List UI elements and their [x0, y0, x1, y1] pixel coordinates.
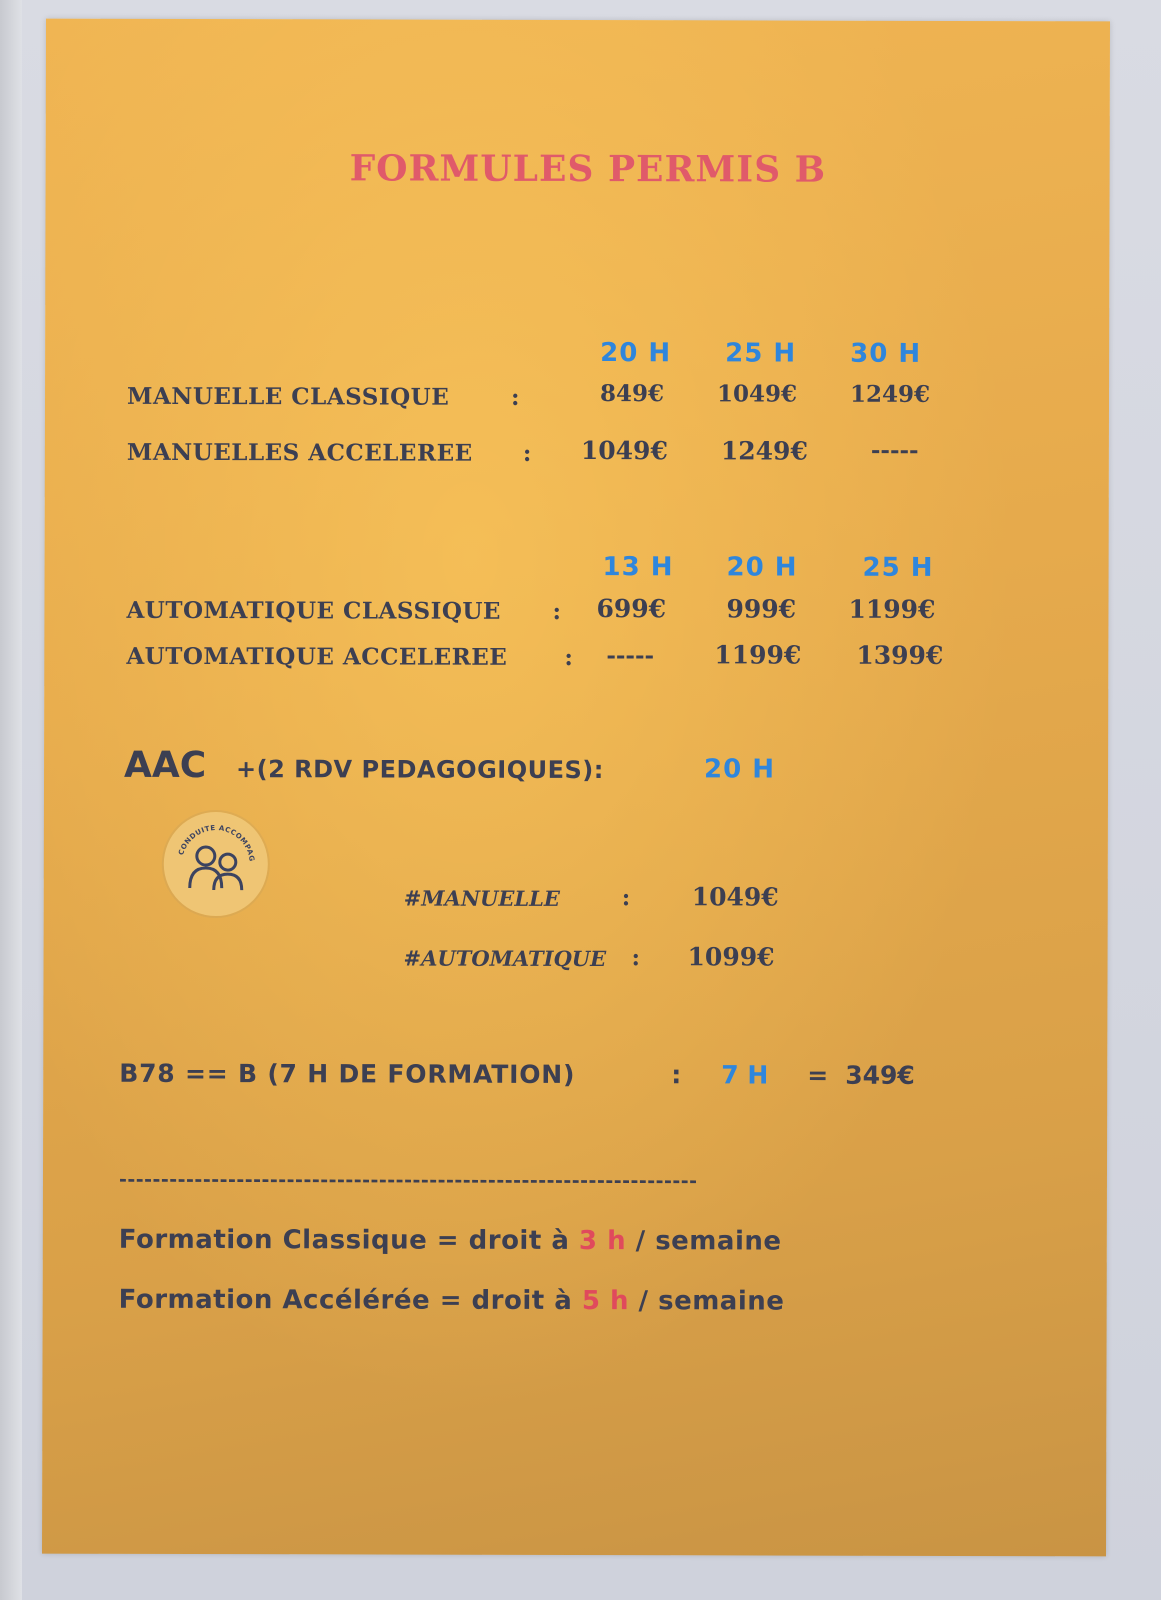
manuelle-hour-3: 30 H [850, 338, 922, 369]
note-unit: / semaine [635, 1226, 782, 1257]
automatique-hour-3: 25 H [862, 552, 934, 583]
b78-equals: = [807, 1060, 829, 1090]
price-cell: 1249€ [849, 380, 931, 408]
people-icon [164, 812, 268, 916]
note-acceleree [119, 1285, 785, 1317]
manuelle-hour-2: 25 H [725, 338, 797, 369]
b78-hours: 7 H [721, 1060, 769, 1090]
price-cell: 1199€ [848, 594, 936, 624]
aac-hours: 20 H [704, 754, 776, 785]
price-cell: 1249€ [720, 436, 808, 466]
automatique-hour-1: 13 H [602, 552, 674, 583]
row-separator: : [564, 643, 574, 671]
wall-background [0, 0, 22, 1600]
row-separator: : [552, 597, 562, 625]
note-classique [119, 1225, 782, 1257]
note-unit: / semaine [638, 1286, 785, 1317]
price-cell: ----- [606, 642, 655, 670]
note-hours: 3 h [578, 1226, 627, 1257]
aac-option-separator: : [631, 944, 641, 972]
svg-text:CONDUITE ACCOMPAGNÉE [164, 812, 256, 862]
conduite-accompagnee-badge [164, 812, 268, 916]
aac-title: AAC [124, 744, 207, 787]
manuelle-hour-1: 20 H [600, 338, 672, 369]
b78-label: B78 == B (7 H DE FORMATION) [119, 1058, 576, 1089]
price-cell: 699€ [596, 594, 667, 624]
aac-option-separator: : [621, 884, 631, 912]
aac-option-price: 1099€ [687, 942, 775, 972]
aac-option-label: #AUTOMATIQUE [403, 945, 607, 972]
price-cell: ----- [870, 436, 919, 464]
note-text: Formation Classique = droit à [118, 1224, 570, 1256]
aac-option-price: 1049€ [691, 882, 779, 912]
row-separator: : [510, 383, 521, 411]
page-title: FORMULES PERMIS B [349, 147, 827, 191]
dashed-divider: --------------------------------------------------------------------- [118, 1168, 698, 1193]
automatique-hour-2: 20 H [726, 552, 798, 583]
price-cell: 1049€ [580, 436, 668, 466]
row-separator: : [522, 439, 532, 467]
b78-separator: : [671, 1060, 682, 1090]
row-label-automatique-acceleree: AUTOMATIQUE ACCELEREE [126, 642, 508, 671]
note-text: Formation Accélérée = droit à [118, 1284, 573, 1316]
aac-subtitle: +(2 RDV PEDAGOGIQUES): [236, 755, 604, 785]
note-hours: 5 h [581, 1286, 630, 1317]
b78-price: 349€ [845, 1060, 915, 1090]
aac-option-label: #MANUELLE [403, 885, 560, 911]
price-cell: 1049€ [716, 380, 798, 408]
row-label-manuelle-acceleree: MANUELLES ACCELEREE [126, 438, 473, 467]
price-cell: 1199€ [714, 640, 802, 670]
price-sheet [42, 19, 1110, 1557]
price-cell: 999€ [726, 594, 797, 624]
row-label-automatique-classique: AUTOMATIQUE CLASSIQUE [126, 596, 502, 625]
price-cell: 1399€ [856, 640, 944, 670]
badge-label: CONDUITE ACCOMPAGNÉE [177, 823, 256, 863]
row-label-manuelle-classique: MANUELLE CLASSIQUE [126, 382, 450, 411]
price-cell: 849€ [599, 380, 665, 408]
